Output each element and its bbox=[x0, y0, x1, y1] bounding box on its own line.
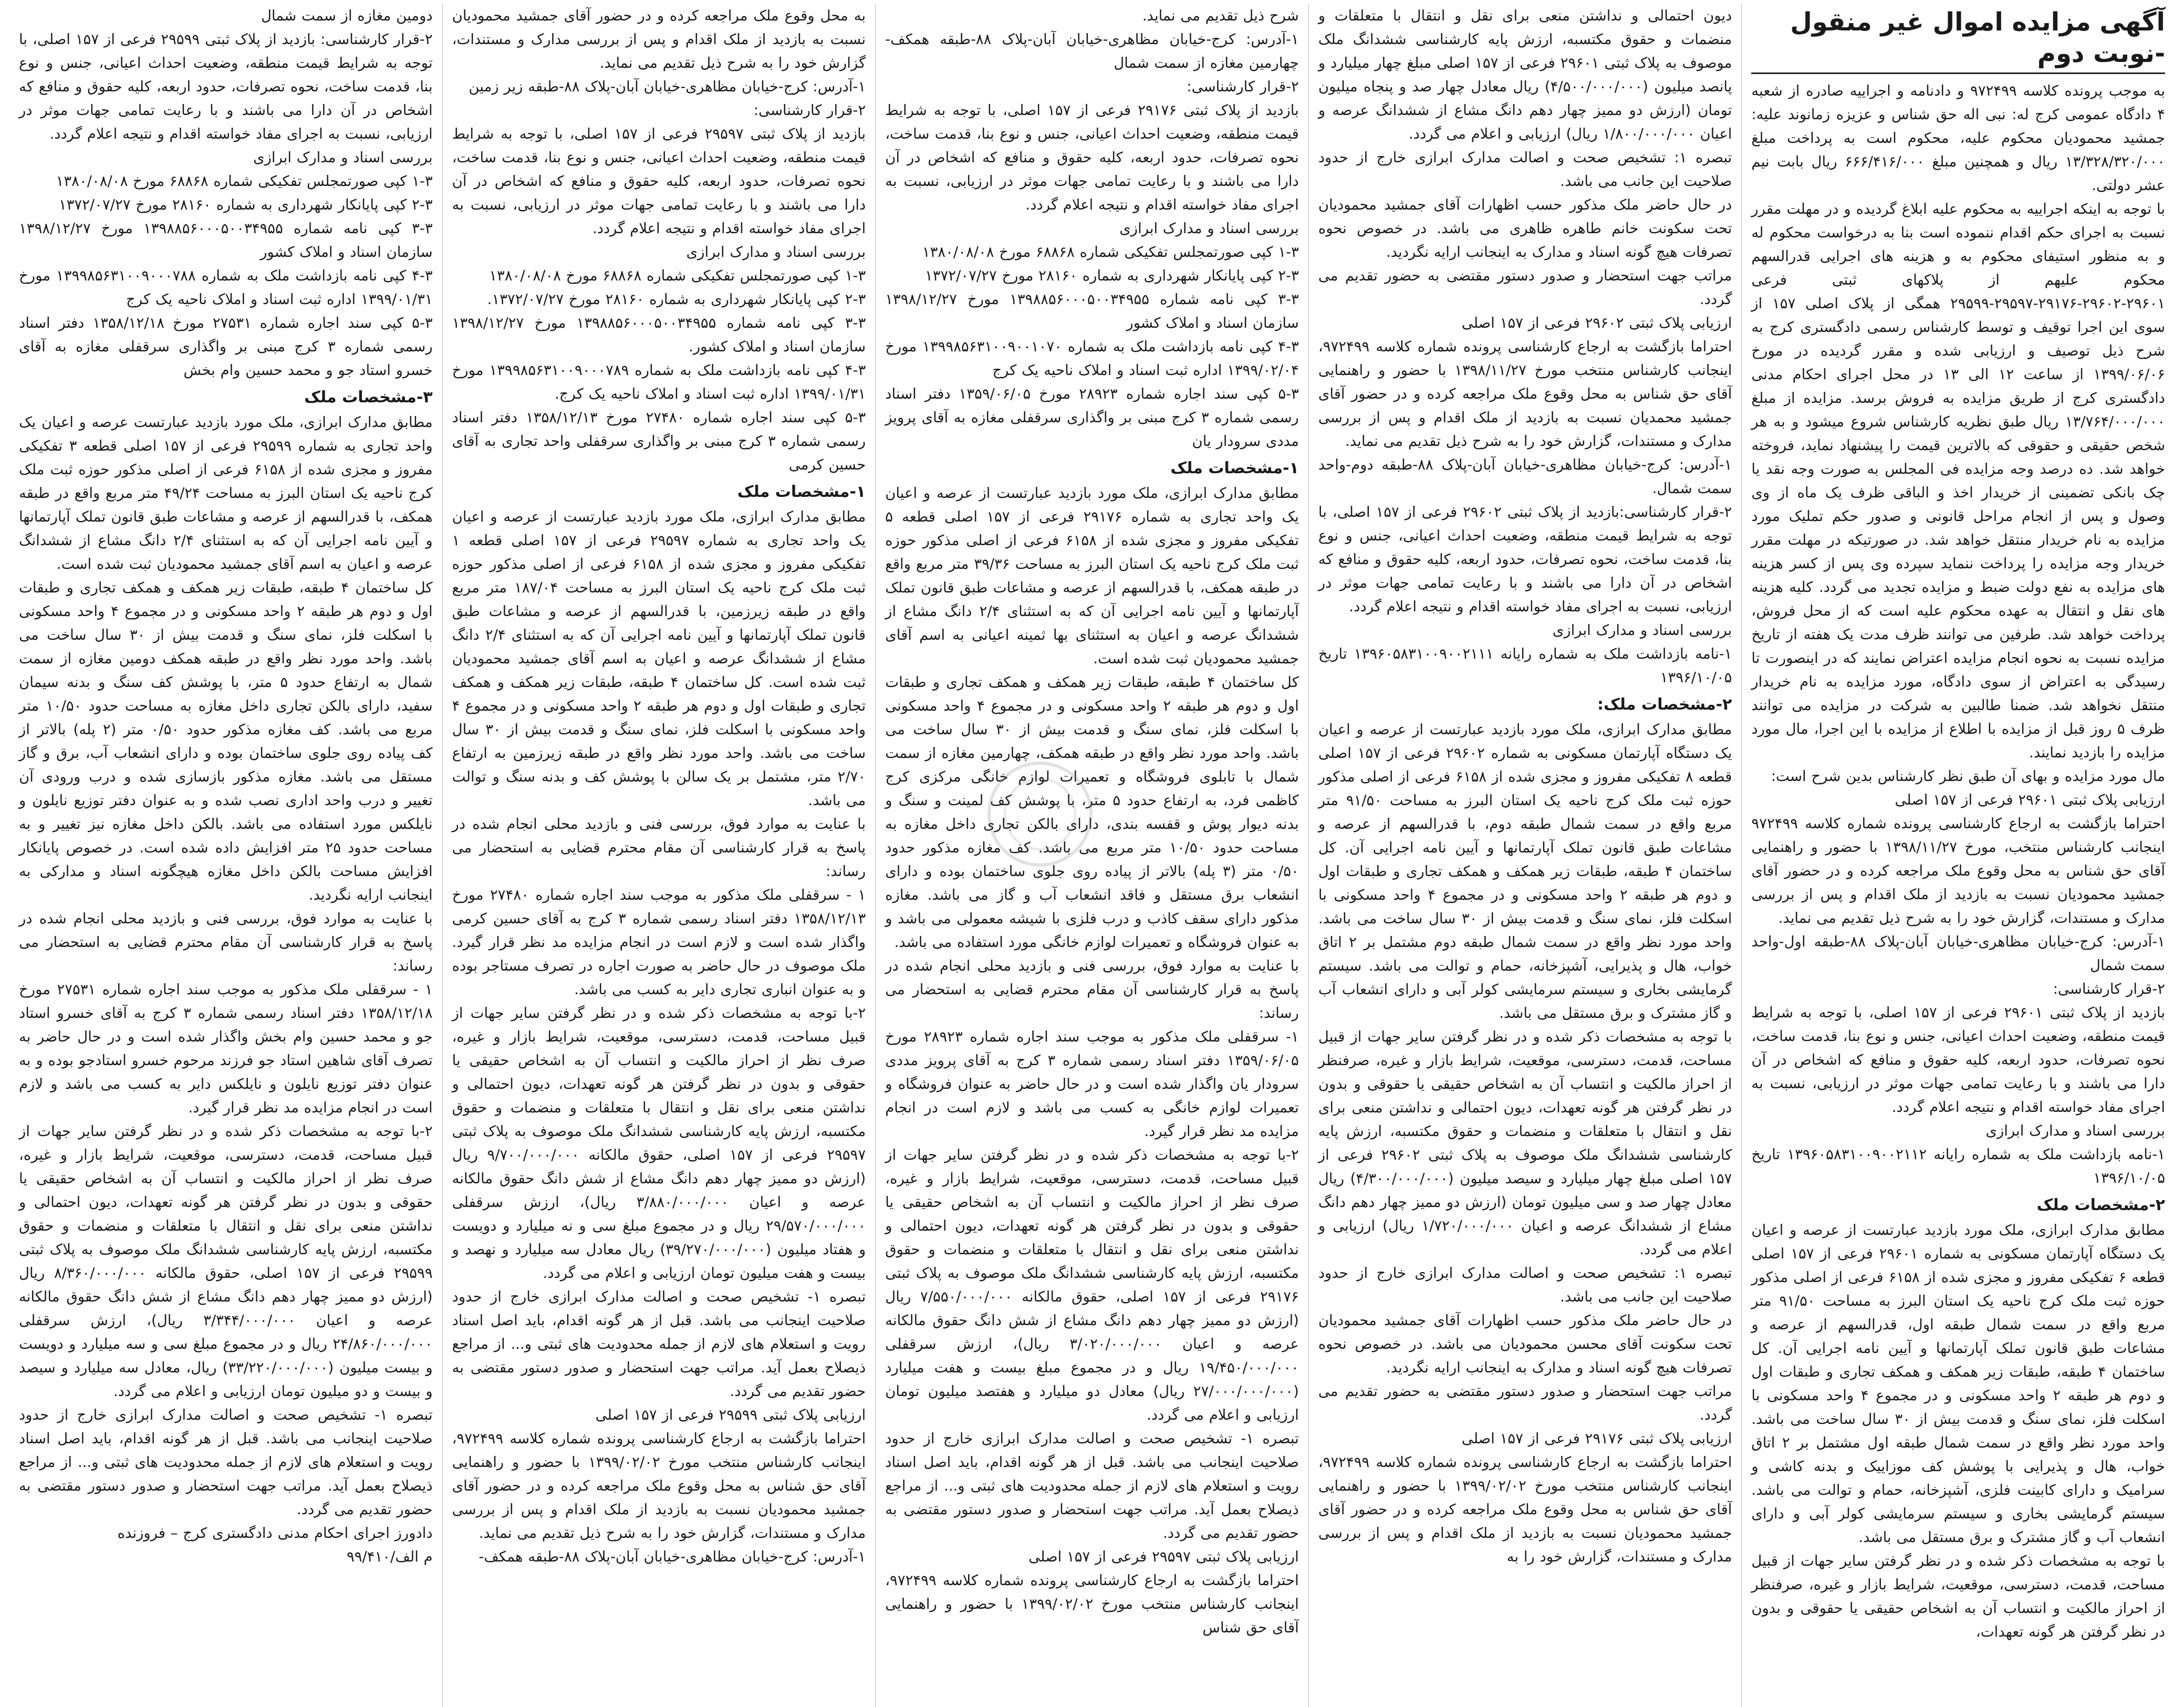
paragraph: ارزیابی پلاک ثبتی ۲۹۶۰۲ فرعی از ۱۵۷ اصلی bbox=[1461, 315, 1732, 331]
paragraph: احتراما بازگشت به ارجاع کارشناسی پرونده شماره کلاسه ۹۷۲۴۹۹، اینجانب کارشناس منتخب مورخ ۱۳۹۸/۱۱/۲۷ با حضور و راهنمایی آقای حق شناس به محل وقوع ملک مراجعه کرده و در حضور آقای جمشید محمدیان نسبت به بازدید از ملک اقدام و پس از بررسی مدارک و مستندات، گزارش خود را به شرح ذیل تقدیم می نماید. bbox=[1318, 338, 1732, 450]
paragraph: ۱ - سرقفلی ملک مذکور به موجب سند اجاره شماره ۲۷۴۸۰ مورخ ۱۳۵۸/۱۲/۱۳ دفتر اسناد رسمی شماره ۳ کرج به آقای حسین کرمی واگذار شده است و لازم است در انجام مزایده مد نظر قرار گیرد. ملک موصوف در حال حاضر به صورت اجاره در تصرف مستاجر بوده و به عنوان انباری تجاری دایر به کسب می باشد. bbox=[452, 887, 866, 998]
paragraph: احتراما بازگشت به ارجاع کارشناسی پرونده شماره کلاسه ۹۷۲۴۹۹، اینجانب کارشناس منتخب مورخ ۱۳۹۹/۰۲/۰۲ با حضور و راهنمایی آقای حق شناس به محل وقوع ملک مراجعه کرده و در حضور آقای جمشید محمودیان نسبت به بازدید از ملک اقدام و پس از بررسی مدارک و مستندات، گزارش خود را به bbox=[1318, 1454, 1732, 1565]
paragraph: ۲-قرار کارشناسی: bbox=[1187, 78, 1299, 95]
paragraph: ۲-قرار کارشناسی: bbox=[753, 102, 866, 119]
paragraph: احتراما بازگشت به ارجاع کارشناسی پرونده شماره کلاسه ۹۷۲۴۹۹، اینجانب کارشناس منتخب مورخ ۱۳۹۹/۰۲/۰۲ با حضور و راهنمایی آقای حق شناس به محل وقوع ملک مراجعه کرده و در حضور آقای جمشید محمودیان نسبت به بازدید از ملک اقدام و پس از بررسی مدارک و مستندات، گزارش خود را به شرح ذیل تقدیم می نماید. bbox=[452, 1430, 866, 1542]
paragraph: ۴-۳ کپی نامه بازداشت ملک به شماره ۱۳۹۹۸۵۶۳۱۰۰۹۰۰۰۷۸۹ مورخ ۱۳۹۹/۰۱/۳۱ اداره ثبت اسناد و املاک ناحیه یک کرج. bbox=[452, 362, 866, 402]
paragraph: شرح ذیل تقدیم می نماید. bbox=[1142, 7, 1299, 24]
paragraph: در حال حاضر ملک مذکور حسب اظهارات آقای جمشید محمودیان تحت سکونت آقای محسن محمودیان می باشد. در خصوص نحوه تصرفات هیچ گونه اسناد و مدارک به اینجانب ارایه نگردید. bbox=[1318, 1312, 1732, 1376]
paragraph: ۱-نامه بازداشت ملک به شماره رایانه ۱۳۹۶۰۵۸۳۱۰۰۹۰۰۲۱۱۲ تاریخ ۱۳۹۶/۱۰/۰۵ bbox=[1751, 1146, 2166, 1186]
paragraph: ۱-آدرس: کرج-خیابان مظاهری-خیابان آبان-پلاک ۸۸-طبقه زیر زمین bbox=[469, 78, 866, 95]
paragraph: با توجه به مشخصات ذکر شده و در نظر گرفتن سایر جهات از قبیل مساحت، قدمت، دسترسی، موقعیت، شرایط بازار و غیره، صرفنظر از احراز مالکیت و انتساب آن به اشخاص حقیقی یا حقوقی و بدون در نظر گرفتن هر گونه تعهدات، bbox=[1751, 1553, 2165, 1640]
paragraph: ۴-۳ کپی نامه بازداشت ملک به شماره ۱۳۹۹۸۵۶۳۱۰۰۹۰۰۰۷۸۸ مورخ ۱۳۹۹/۰۱/۳۱ اداره ثبت اسناد و املاک ناحیه یک کرج bbox=[19, 267, 433, 308]
paragraph: دیون احتمالی و نداشتن منعی برای نقل و انتقال با متعلقات و منضمات و حقوق مکتسبه، ارزش پایه کارشناسی ششدانگ ملک موصوف به پلاک ثبتی ۲۹۶۰۱ فرعی از ۱۵۷ اصلی مبلغ چهار میلیارد و پانصد میلیون (۴/۵۰۰/۰۰۰/۰۰۰) ریال معادل چهار صد و پنجاه میلیون تومان (ارزش دو ممیز چهار دهم دانگ مشاع از ششدانگ عرصه و اعیان ۱/۸۰۰/۰۰۰/۰۰۰ ریال) ارزیابی و اعلام می گردد. bbox=[1318, 7, 1732, 142]
paragraph: به موجب پرونده کلاسه ۹۷۲۴۹۹ و دادنامه و اجراییه صادره از شعبه ۴ دادگاه عمومی کرج له: نبی اله حق شناس و عزیزه زمانوند علیه: جمشید محمودیان محکوم علیه، محکوم است به پرداخت مبلغ ۱۳/۳۲۸/۳۲۰/۰۰۰ ریال و همچنین مبلغ ۶۶۶/۴۱۶/۰۰۰ ریال بابت نیم عشر دولتی. bbox=[1751, 82, 2165, 194]
paragraph: ۲-قرار کارشناسی:بازدید از پلاک ثبتی ۲۹۶۰۲ فرعی از ۱۵۷ اصلی، با توجه به شرایط قیمت منطقه، وضعیت احداث اعیانی، جنس و نوع بنا، قدمت ساخت، نحوه تصرفات، حدود اربعه، کلیه حقوق و منافع که اشخاص در آن دارا می باشند و با رعایت تمامی جهات موثر در ارزیابی، نسبت به اجرای مفاد خواسته اقدام و نتیجه اعلام گردد. bbox=[1318, 504, 1732, 615]
paragraph: به محل وقوع ملک مراجعه کرده و در حضور آقای جمشید محمودیان نسبت به بازدید از ملک اقدام و پس از بررسی مدارک و مستندات، گزارش خود را به شرح ذیل تقدیم می نماید. bbox=[452, 7, 866, 71]
paragraph: ۲-با توجه به مشخصات ذکر شده و در نظر گرفتن سایر جهات از قبیل مساحت، قدمت، دسترسی، موقعیت، شرایط بازار و غیره، صرف نظر از احراز مالکیت و انتساب آن به اشخاص حقیقی یا حقوقی و بدون در نظر گرفتن هر گونه تعهدات، دیون احتمالی و نداشتن منعی برای نقل و انتقال با متعلقات و منضمات و حقوق مکتسبه، ارزش پایه کارشناسی ششدانگ ملک موصوف به پلاک ثبتی ۲۹۵۹۹ فرعی از ۱۵۷ اصلی، حقوق مالکانه ۸/۳۶۰/۰۰۰/۰۰۰ ریال (ارزش دو ممیز چهار دهم دانگ مشاع از شش دانگ حقوق مالکانه عرصه و اعیان ۳/۳۴۴/۰۰۰/۰۰۰ ریال)، ارزش سرقفلی ۲۴/۸۶۰/۰۰۰/۰۰۰ ریال و در مجموع مبلغ سی و سه میلیارد و دویست و بیست میلیون (۳۳/۲۲۰/۰۰۰/۰۰۰) ریال، معادل سه میلیارد و سیصد و بیست و دو میلیون تومان ارزیابی و اعلام می گردد. bbox=[19, 1123, 433, 1400]
paragraph: با عنایت به موارد فوق، بررسی فنی و بازدید محلی انجام شده در پاسخ به قرار کارشناسی آن مقام محترم قضایی به استحضار می رساند: bbox=[885, 957, 1299, 1022]
paragraph: با عنایت به موارد فوق، بررسی فنی و بازدید محلی انجام شده در پاسخ به قرار کارشناسی آن مقام محترم قضایی به استحضار می رساند: bbox=[452, 816, 866, 880]
paragraph: مطابق مدارک ابرازی، ملک مورد بازدید عبارتست از عرصه و اعیان یک دستگاه آپارتمان مسکونی به شماره ۲۹۶۰۱ فرعی از ۱۵۷ اصلی قطعه ۶ تفکیکی مفروز و مجزی شده از ۶۱۵۸ فرعی از اصلی مذکور حوزه ثبت ملک کرج ناحیه یک استان البرز به مساحت ۹۱/۵۰ متر مربع واقع در سمت شمال طبقه اول، قدرالسهم از عرصه و مشاعات طبق قانون تملک آپارتمانها و آیین نامه اجرایی آن. کل ساختمان ۴ طبقه، طبقات زیر همکف و همکف تجاری و طبقات اول و دوم هر طبقه ۲ واحد مسکونی و در مجموع ۴ واحد مسکونی با اسکلت فلز، نمای سنگ و قدمت بیش از ۳۰ سال ساخت می باشد. واحد مورد نظر واقع در سمت شمال طبقه اول مشتمل بر ۲ اتاق خواب، هال و پذیرایی با پوشش کف موزاییک و بدنه کاشی و سرامیک و دارای کابینت فلزی، آشپزخانه، حمام و توالت می باشد. سیستم گرمایشی بخاری و سیستم سرمایشی کولر آبی و دارای انشعاب آب و گاز مشترک و برق مستقل می باشد. bbox=[1751, 1222, 2166, 1546]
paragraph: بررسی اسناد و مدارک ابرازی bbox=[686, 244, 866, 261]
paragraph: دومین مغازه از سمت شمال bbox=[261, 7, 433, 24]
paragraph: ۵-۳ کپی سند اجاره شماره ۲۸۹۲۳ مورخ ۱۳۵۹/۰۶/۰۵ دفتر اسناد رسمی شماره ۳ کرج مبنی بر واگذاری سرقفلی مغازه به آقای پرویز مددی سرودار یان bbox=[885, 386, 1299, 450]
paragraph: ارزیابی پلاک ثبتی ۲۹۵۹۷ فرعی از ۱۵۷ اصلی bbox=[1028, 1548, 1299, 1565]
paragraph: بازدید از پلاک ثبتی ۲۹۱۷۶ فرعی از ۱۵۷ اصلی، با توجه به شرایط قیمت منطقه، وضعیت احداث اعیانی، جنس و نوع بنا، قدمت ساخت، نحوه تصرفات، حدود اربعه، کلیه حقوق و منافع که اشخاص در آن دارا می باشند و با رعایت تمامی جهات موثر در ارزیابی، نسبت به اجرای مفاد خواسته اقدام و نتیجه اعلام گردد. bbox=[885, 102, 1299, 213]
paragraph: با توجه به اینکه اجراییه به محکوم علیه ابلاغ گردیده و در مهلت مقرر نسبت به اجرای حکم اقدام ننموده است بنا به درخواست محکوم له و به منظور استیفای محکوم به و هزینه های اجرایی قدرالسهم محکوم علیهم از پلاکهای ثبتی فرعی ۲۹۶۰۱-۲۹۶۰۲-۲۹۱۷۶-۲۹۵۹۷-۲۹۵۹۹ همگی از پلاک اصلی ۱۵۷ از سوی این اجرا توقیف و توسط کارشناس رسمی دادگستری کرج به شرح ذیل توصیف و ارزیابی شده و مقرر گردیده در مورخ ۱۳۹۹/۰۶/۰۶ از ساعت ۱۲ الی ۱۳ در محل اجرای احکام مدنی دادگستری کرج از طریق مزایده به فروش برسد. مزایده از مبلغ ۱۳/۷۶۴/۰۰۰/۰۰۰ ریال طبق نظریه کارشناس شروع میشود و به هر شخص حقیقی و حقوقی که بالاترین قیمت را پیشنهاد نماید، فروخته خواهد شد. ده درصد وجه مزایده فی المجلس به صورت وجه نقد یا چک بانکی تضمینی از خریدار اخذ و الباقی ظرف یک ماه از وی وصول و پس از انجام مراحل قانونی و صدور حکم تملیک مورد مزایده به نام خریدار منتقل خواهد شد. در صورتیکه در مهلت مقرر خریدار وجه مزایده را پرداخت ننماید سپرده وی پس از کسر هزینه های مزایده به نفع دولت ضبط و مزایده تجدید می گردد. کلیه هزینه های نقل و انتقال به عهده محکوم علیه است که از محل فروش، پرداخت خواهد شد. طرفین می توانند ظرف مدت یک هفته از تاریخ مزایده نسبت به نحوه انجام مزایده اعتراض نمایند که در اینصورت تا رسیدگی به اعتراض از سوی دادگاه، مورد مزایده به نام خریدار منتقل نخواهد شد. ضمنا طالبین به شرکت در مزایده می توانند ظرف ۵ روز قبل از مزایده با اطلاع از مزایده با این اجرا، مال مورد مزایده را بازدید نمایند. bbox=[1751, 201, 2165, 761]
paragraph: تبصره ۱- تشخیص صحت و اصالت مدارک ابرازی خارج از حدود صلاحیت اینجانب می باشد. قبل از هر گونه اقدام، باید اصل اسناد رویت و استعلام های لازم از جمله محدودیت های ثبتی و... از مراجع ذیصلاح بعمل آید. مراتب جهت استحضار و صدور دستور مقتضی به حضور تقدیم می گردد. bbox=[885, 1430, 1299, 1542]
paragraph: تبصره ۱- تشخیص صحت و اصالت مدارک ابرازی خارج از حدود صلاحیت اینجانب می باشد. قبل از هر گونه اقدام، باید اصل اسناد رویت و استعلام های لازم از جمله محدودیت های ثبتی و... از مراجع ذیصلاح بعمل آید. مراتب جهت استحضار و صدور دستور مقتضی به حضور تقدیم می گردد. bbox=[452, 1288, 866, 1400]
paragraph: تبصره ۱: تشخیص صحت و اصالت مدارک ابرازی خارج از حدود صلاحیت این جانب می باشد. bbox=[1318, 149, 1732, 190]
paragraph: ۱-۳ کپی صورتمجلس تفکیکی شماره ۶۸۸۶۸ مورخ ۱۳۸۰/۰۸/۰۸ bbox=[922, 244, 1299, 261]
paragraph: ۲-با توجه به مشخصات ذکر شده و در نظر گرفتن سایر جهات از قبیل مساحت، قدمت، دسترسی، موقعیت، شرایط بازار و غیره، صرف نظر از احراز مالکیت و انتساب آن به اشخاص حقیقی یا حقوقی و بدون در نظر گرفتن هر گونه تعهدات، دیون احتمالی و نداشتن منعی برای نقل و انتقال با متعلقات و منضمات و حقوق مکتسبه، ارزش پایه کارشناسی ششدانگ ملک موصوف به پلاک ثبتی ۲۹۵۹۷ فرعی از ۱۵۷ اصلی، حقوق مالکانه ۹/۷۰۰/۰۰۰/۰۰۰ ریال (ارزش دو ممیز چهار دهم دانگ مشاع از شش دانگ حقوق مالکانه عرصه و اعیان ۳/۸۸۰/۰۰۰/۰۰۰ ریال)، ارزش سرقفلی ۲۹/۵۷۰/۰۰۰/۰۰۰ ریال و در مجموع مبلغ سی و نه میلیارد و دویست و هفتاد میلیون (۳۹/۲۷۰/۰۰۰/۰۰۰) ریال معادل سه میلیارد و نهصد و بیست و هفت میلیون تومان ارزیابی و اعلام می گردد. bbox=[452, 1005, 866, 1282]
paragraph: بررسی اسناد و مدارک ابرازی bbox=[253, 149, 433, 166]
paragraph: مطابق مدارک ابرازی، ملک مورد بازدید عبارتست از عرصه و اعیان یک واحد تجاری به شماره ۲۹۱۷۶ فرعی از ۱۵۷ اصلی قطعه ۵ تفکیکی مفروز و مجزی شده از ۶۱۵۸ فرعی از اصلی مذکور حوزه ثبت ملک کرج ناحیه یک استان البرز به مساحت ۳۹/۳۶ متر مربع واقع در طبقه همکف، با قدرالسهم از عرصه و مشاعات طبق قانون تملک آپارتمانها و آیین نامه اجرایی آن که به استثنای ۲/۴ دانگ مشاع از ششدانگ عرصه و اعیان به استثنای بها ثمینه اعیانی به اسم آقای جمشید محمودیان ثبت شده است. bbox=[885, 485, 1299, 667]
paragraph: ۲-۳ کپی پایانکار شهرداری به شماره ۲۸۱۶۰ مورخ ۱۳۷۲/۰۷/۲۷ bbox=[58, 196, 433, 213]
paragraph: ۲-۳ کپی پایانکار شهرداری به شماره ۲۸۱۶۰ مورخ ۱۳۷۲/۰۷/۲۷. bbox=[487, 291, 866, 308]
paragraph: احتراما بازگشت به ارجاع کارشناسی پرونده شماره کلاسه ۹۷۲۴۹۹، اینجانب کارشناس منتخب مورخ ۱۳۹۹/۰۲/۰۲ با حضور و راهنمایی آقای حق شناس bbox=[885, 1572, 1299, 1636]
paragraph: مراتب جهت استحضار و صدور دستور مقتضی به حضور تقدیم می گردد. bbox=[1318, 1383, 1732, 1423]
column-5 bbox=[9, 4, 443, 1707]
paragraph: ۱ - سرقفلی ملک مذکور به موجب سند اجاره شماره ۲۷۵۳۱ مورخ ۱۳۵۸/۱۲/۱۸ دفتر اسناد رسمی شماره ۳ کرج به آقای خسرو استاد جو و محمد حسین وام بخش واگذار شده است و در حال حاضر به تصرف آقای شاهین استاد جو فرزند مرحوم خسرو استادجو بوده و به عنوان دفتر توزیع نایلون و نایلکس دایر به کسب می باشد و لازم است در انجام مزایده مد نظر قرار گیرد. bbox=[19, 981, 433, 1116]
column-2 bbox=[1309, 4, 1742, 1707]
paragraph: ۵-۳ کپی سند اجاره شماره ۲۷۴۸۰ مورخ ۱۳۵۸/۱۲/۱۳ دفتر اسناد رسمی شماره ۳ کرج مبنی بر واگذاری سرقفلی واحد تجاری به آقای حسین کرمی bbox=[452, 409, 866, 473]
paragraph: با توجه به مشخصات ذکر شده و در نظر گرفتن سایر جهات از قبیل مساحت، قدمت، دسترسی، موقعیت، شرایط بازار و غیره، صرفنظر از احراز مالکیت و انتساب آن به اشخاص حقیقی یا حقوقی و بدون در نظر گرفتن هر گونه تعهدات، دیون احتمالی و نداشتن منعی برای نقل و انتقال با متعلقات و منضمات و حقوق مکتسبه، ارزش پایه کارشناسی ششدانگ ملک موصوف به پلاک ثبتی ۲۹۶۰۲ فرعی از ۱۵۷ اصلی مبلغ چهار میلیارد و سیصد میلیون (۴/۳۰۰/۰۰۰/۰۰۰) ریال معادل چهار صد و سی میلیون تومان (ارزش دو ممیز چهار دهم دانگ مشاع از ششدانگ عرصه و اعیان ۱/۷۲۰/۰۰۰/۰۰۰ ریال) ارزیابی و اعلام می گردد. bbox=[1318, 1028, 1732, 1258]
paragraph: ارزیابی پلاک ثبتی ۲۹۱۷۶ فرعی از ۱۵۷ اصلی bbox=[1461, 1430, 1732, 1447]
paragraph: مطابق مدارک ابرازی، ملک مورد بازدید عبارتست از عرصه و اعیان یک واحد تجاری به شماره ۲۹۵۹۷ فرعی از ۱۵۷ اصلی قطعه ۱ تفکیکی مفروز و مجزی شده از ۶۱۵۸ فرعی از اصلی مذکور حوزه ثبت ملک کرج ناحیه یک استان البرز به مساحت ۱۸۷/۰۴ متر مربع واقع در طبقه زیرزمین، با قدرالسهم از عرصه و مشاعات طبق قانون تملک آپارتمانها و آیین نامه اجرایی آن که به استثنای ۲/۴ دانگ مشاع از ششدانگ عرصه و اعیان به اسم آقای جمشید محمودیان ثبت شده است. کل ساختمان ۴ طبقه، طبقات زیر همکف و همکف تجاری و طبقات اول و دوم هر طبقه ۲ واحد مسکونی و در مجموع ۴ واحد مسکونی با اسکلت فلز، نمای سنگ و قدمت بیش از ۳۰ سال ساخت می باشد. واحد مورد نظر واقع در طبقه زیرزمین به ارتفاع ۲/۷۰ متر، مشتمل بر یک سالن با پوشش کف و بدنه سنگ و توالت می باشد. bbox=[452, 508, 866, 809]
paragraph: مطابق مدارک ابرازی، ملک مورد بازدید عبارتست عرصه و اعیان یک واحد تجاری به شماره ۲۹۵۹۹ فرعی از ۱۵۷ اصلی قطعه ۳ تفکیکی مفروز و مجزی شده از ۶۱۵۸ فرعی از اصلی مذکور حوزه ثبت ملک کرج ناحیه یک استان البرز به مساحت ۴۹/۲۴ متر مربع واقع در طبقه همکف، با قدرالسهم از عرصه و مشاعات طبق قانون تملک آپارتمانها و آیین نامه اجرایی آن که به استثنای ۲/۴ دانگ مشاع از ششدانگ عرصه و اعیان به اسم آقای جمشید محمودیان ثبت شده است. bbox=[19, 414, 433, 573]
paragraph: مراتب جهت استحضار و صدور دستور مقتضی به حضور تقدیم می گردد. bbox=[1318, 267, 1732, 308]
paragraph: ۱-۳ کپی صورتمجلس تفکیکی شماره ۶۸۸۶۸ مورخ ۱۳۸۰/۰۸/۰۸ bbox=[56, 173, 433, 190]
paragraph: ۱-آدرس: کرج-خیابان مظاهری-خیابان آبان-پلاک ۸۸-طبقه دوم-واحد سمت شمال. bbox=[1318, 456, 1732, 497]
paragraph: مال مورد مزایده و بهای آن طبق نظر کارشناس بدین شرح است: bbox=[1771, 768, 2165, 785]
paragraph: بازدید از پلاک ثبتی ۲۹۶۰۱ فرعی از ۱۵۷ اصلی، با توجه به شرایط قیمت منطقه، وضعیت احداث اعیانی، جنس و نوع بنا، قدمت ساخت، نحوه تصرفات، حدود اربعه، کلیه حقوق و منافع که اشخاص در آن دارا می باشند و با رعایت تمامی جهات موثر در ارزیابی، نسبت به اجرای مفاد خواسته اقدام و نتیجه اعلام گردد. bbox=[1751, 1004, 2165, 1116]
section-heading: ۲-مشخصات ملک bbox=[2036, 1196, 2165, 1214]
column-4 bbox=[443, 4, 876, 1707]
paragraph: ۱-۳ کپی صورتمجلس تفکیکی شماره ۶۸۸۶۸ مورخ ۱۳۸۰/۰۸/۰۸ bbox=[489, 267, 866, 284]
paragraph: بازدید از پلاک ثبتی ۲۹۵۹۷ فرعی از ۱۵۷ اصلی، با توجه به شرایط قیمت منطقه، وضعیت احداث اعیانی، جنس و نوع بنا، قدمت ساخت، نحوه تصرفات، حدود اربعه، کلیه حقوق و منافع که اشخاص در آن دارا می باشند و با رعایت تمامی جهات موثر در ارزیابی، نسبت به اجرای مفاد خواسته اقدام و نتیجه اعلام گردد. bbox=[452, 126, 866, 237]
paragraph: ۲-قرار کارشناسی: بازدید از پلاک ثبتی ۲۹۵۹۹ فرعی از ۱۵۷ اصلی، با توجه به شرایط قیمت منطقه، وضعیت احداث اعیانی، جنس و نوع بنا، قدمت ساخت، نحوه تصرفات، حدود اربعه، کلیه حقوق و منافع که اشخاص در آن دارا می باشند و با رعایت تمامی جهات موثر در ارزیابی، نسبت به اجرای مفاد خواسته اقدام و نتیجه اعلام گردد. bbox=[19, 31, 433, 142]
page-title: آگهی مزایده اموال غیر منقول -نوبت دوم bbox=[1751, 4, 2165, 74]
paragraph: کل ساختمان ۴ طبقه، طبقات زیر همکف و همکف تجاری و طبقات اول و دوم هر طبقه ۲ واحد مسکونی و در مجموع ۴ واحد مسکونی با اسکلت فلز، نمای سنگ و قدمت بیش از ۳۰ سال ساخت می باشد. واحد مورد نظر واقع در طبقه همکف دومین مغازه از سمت شمال به ارتفاع حدود ۵ متر، با پوشش کف سنگ و بدنه سیمان سفید، دارای بالکن تجاری داخل مغازه به مساحت حدود ۱۰/۵۰ متر مربع می باشد. کف مغازه مذکور حدود ۰/۵۰ متر (۲ پله) بالاتر از کف پیاده روی جلوی ساختمان بوده و دارای انشعاب آب، برق و گاز مستقل می باشد. مغازه مذکور بازسازی شده و درب ورودی آن تغییر و درب واحد اداری نصب شده و به عنوان دفتر توزیع نایلون و نایلکس مورد استفاده می باشد. بالکن داخل مغازه نیز تغییر و به مساحت حدود ۲۵ متر افزایش داده شده است. در خصوص پایانکار افزایش مساحت بالکن داخل مغازه هیچگونه اسناد و مدارکی به اینجانب ارایه نگردید. bbox=[19, 579, 433, 903]
section-heading: ۳-مشخصات ملک bbox=[304, 388, 433, 407]
section-heading: ۲-مشخصات ملک: bbox=[1597, 695, 1732, 714]
section-heading: ۱-مشخصات ملک bbox=[1170, 459, 1299, 477]
paragraph: ارزیابی پلاک ثبتی ۲۹۶۰۱ فرعی از ۱۵۷ اصلی bbox=[1895, 792, 2165, 808]
column-3 bbox=[876, 4, 1309, 1707]
paragraph: ۲-۳ کپی پایانکار شهرداری به شماره ۲۸۱۶۰ مورخ ۱۳۷۲/۰۷/۲۷ bbox=[925, 267, 1299, 284]
paragraph: ۵-۳ کپی سند اجاره شماره ۲۷۵۳۱ مورخ ۱۳۵۸/۱۲/۱۸ دفتر اسناد رسمی شماره ۳ کرج مبنی بر واگذاری سرقفلی مغازه به آقای خسرو استاد جو و محمد حسین وام بخش bbox=[19, 315, 433, 379]
paragraph: ۱-آدرس: کرج-خیابان مظاهری-خیابان آبان-پلاک ۸۸-طبقه همکف- bbox=[479, 1548, 866, 1565]
paragraph: دادورز اجرای احکام مدنی دادگستری کرج – فروزنده bbox=[117, 1525, 433, 1542]
paragraph: در حال حاضر ملک مذکور حسب اظهارات آقای جمشید محمودیان تحت سکونت خانم طاهره ظاهری می باشد. در خصوص نحوه تصرفات هیچ گونه اسناد و مدارک به اینجانب ارایه نگردید. bbox=[1318, 196, 1732, 261]
paragraph: ۱-نامه بازداشت ملک به شماره رایانه ۱۳۹۶۰۵۸۳۱۰۰۹۰۰۲۱۱۱ تاریخ ۱۳۹۶/۱۰/۰۵ bbox=[1318, 646, 1732, 686]
paragraph: بررسی اسناد و مدارک ابرازی bbox=[1119, 220, 1299, 237]
paragraph: ۱-آدرس: کرج-خیابان مظاهری-خیابان آبان-پلاک ۸۸-طبقه همکف-چهارمین مغازه از سمت شمال bbox=[885, 31, 1299, 71]
paragraph: تبصره ۱: تشخیص صحت و اصالت مدارک ابرازی خارج از حدود صلاحیت این جانب می باشد. bbox=[1318, 1265, 1732, 1305]
paragraph: ۴-۳ کپی نامه بازداشت ملک به شماره ۱۳۹۹۸۵۶۳۱۰۰۹۰۰۱۰۷۰ مورخ ۱۳۹۹/۰۲/۰۴ اداره ثبت اسناد و املاک ناحیه یک کرج bbox=[885, 338, 1299, 379]
paragraph: احتراما بازگشت به ارجاع کارشناسی پرونده شماره کلاسه ۹۷۲۴۹۹ اینجانب کارشناس منتخب، مورخ ۱۳۹۸/۱۱/۲۷ با حضور و راهنمایی آقای حق شناس به محل وقوع ملک مراجعه کرده و در حضور آقای جمشید محمودیان نسبت به بازدید از ملک اقدام و پس از بررسی مدارک و مستندات، گزارش خود را به شرح ذیل تقدیم می نماید. bbox=[1751, 815, 2166, 927]
paragraph: ۳-۳ کپی نامه شماره ۱۳۹۸۸۵۶۰۰۰۵۰۰۳۴۹۵۵ مورخ ۱۳۹۸/۱۲/۲۷ سازمان اسناد و املاک کشور. bbox=[452, 315, 866, 355]
paragraph: با عنایت به موارد فوق، بررسی فنی و بازدید محلی انجام شده در پاسخ به قرار کارشناسی آن مقام محترم قضایی به استحضار می رساند: bbox=[19, 910, 433, 974]
paragraph: بررسی اسناد و مدارک ابرازی bbox=[1985, 1122, 2165, 1139]
paragraph: بررسی اسناد و مدارک ابرازی bbox=[1552, 622, 1732, 639]
paragraph: ۲-با توجه به مشخصات ذکر شده و در نظر گرفتن سایر جهات از قبیل مساحت، قدمت، دسترسی، موقعیت، شرایط بازار و غیره، صرف نظر از احراز مالکیت و انتساب آن به اشخاص حقیقی یا حقوقی و بدون در نظر گرفتن هر گونه تعهدات، دیون احتمالی و نداشتن منعی برای نقل و انتقال با متعلقات و منضمات و حقوق مکتسبه، ارزش پایه کارشناسی ششدانگ ملک موصوف به پلاک ثبتی ۲۹۱۷۶ فرعی از ۱۵۷ اصلی، حقوق مالکانه ۷/۵۵۰/۰۰۰/۰۰۰ ریال (ارزش دو ممیز چهار دهم دانگ مشاع از شش دانگ حقوق مالکانه عرصه و اعیان ۳/۰۲۰/۰۰۰/۰۰۰ ریال)، ارزش سرقفلی ۱۹/۴۵۰/۰۰۰/۰۰۰ ریال و در مجموع مبلغ بیست و هفت میلیارد (۲۷/۰۰۰/۰۰۰/۰۰۰ ریال) معادل دو میلیارد و هفتصد میلیون تومان ارزیابی و اعلام می گردد. bbox=[885, 1147, 1299, 1423]
paragraph: کل ساختمان ۴ طبقه، طبقات زیر همکف و همکف تجاری و طبقات اول و دوم هر طبقه ۲ واحد مسکونی و در مجموع ۴ واحد مسکونی با اسکلت فلز، نمای سنگ و قدمت بیش از ۳۰ سال ساخت می باشد. واحد مورد نظر واقع در طبقه همکف، چهارمین مغازه از سمت شمال با تابلوی فروشگاه و تعمیرات لوازم خانگی مرکزی کرج کاظمی فرد، به ارتفاع حدود ۵ متر، با پوشش کف لمینت و سنگ و بدنه دیوار پوش و قفسه بندی، دارای بالکن تجاری داخل مغازه به مساحت حدود ۱۰/۵۰ متر مربع می باشد. کف مغازه مذکور حدود ۰/۵۰ متر (۳ پله) بالاتر از پیاده روی جلوی ساختمان بوده و دارای انشعاب برق مستقل و فاقد انشعاب آب و گاز می باشد. مغازه مذکور دارای سقف کاذب و درب فلزی با شیشه معمولی می باشد و به عنوان فروشگاه و تعمیرات لوازم خانگی مورد استفاده می باشد. bbox=[885, 674, 1299, 951]
section-heading: ۱-مشخصات ملک bbox=[737, 483, 866, 501]
paragraph: ۳-۳ کپی نامه شماره ۱۳۹۸۸۵۶۰۰۰۵۰۰۳۴۹۵۵ مورخ ۱۳۹۸/۱۲/۲۷ سازمان اسناد و املاک کشور bbox=[19, 220, 433, 261]
paragraph: تبصره ۱- تشخیص صحت و اصالت مدارک ابرازی خارج از حدود صلاحیت اینجانب می باشد. قبل از هر گونه اقدام، باید اصل اسناد رویت و استعلام های لازم از جمله محدودیت های ثبتی و... از مراجع ذیصلاح بعمل آید. مراتب جهت استحضار و صدور دستور مقتضی به حضور تقدیم می گردد. bbox=[19, 1407, 433, 1518]
paragraph: ۱- سرقفلی ملک مذکور به موجب سند اجاره شماره ۲۸۹۲۳ مورخ ۱۳۵۹/۰۶/۰۵ دفتر اسناد رسمی شماره ۳ کرج به آقای پرویز مددی سرودار یان واگذار شده است و در حال حاضر به عنوان فروشگاه و تعمیرات لوازم خانگی به کسب می باشد و لازم است در انجام مزایده مد نظر قرار گیرد. bbox=[885, 1028, 1299, 1140]
paragraph: ۳-۳ کپی نامه شماره ۱۳۹۸۸۵۶۰۰۰۵۰۰۳۴۹۵۵ مورخ ۱۳۹۸/۱۲/۲۷ سازمان اسناد و املاک کشور bbox=[885, 291, 1299, 331]
column-1 bbox=[1742, 4, 2175, 1707]
paragraph: ۲-قرار کارشناسی: bbox=[2053, 981, 2165, 997]
paragraph: ارزیابی پلاک ثبتی ۲۹۵۹۹ فرعی از ۱۵۷ اصلی bbox=[595, 1407, 866, 1423]
paragraph: مطابق مدارک ابرازی، ملک مورد بازدید عبارتست از عرصه و اعیان یک دستگاه آپارتمان مسکونی به شماره ۲۹۶۰۲ فرعی از ۱۵۷ اصلی قطعه ۸ تفکیکی مفروز و مجزی شده از ۶۱۵۸ فرعی از اصلی مذکور حوزه ثبت ملک کرج ناحیه یک استان البرز به مساحت ۹۱/۵۰ متر مربع واقع در سمت شمال طبقه دوم، با قدرالسهم از عرصه و مشاعات طبق قانون تملک آپارتمانها و آیین نامه اجرایی آن. کل ساختمان ۴ طبقه، طبقات زیر همکف و همکف تجاری و طبقات اول و دوم هر طبقه ۲ واحد مسکونی و در مجموع ۴ واحد مسکونی با اسکلت فلز، نمای سنگ و قدمت بیش از ۳۰ سال ساخت می باشد. واحد مورد نظر واقع در سمت شمال طبقه دوم مشتمل بر ۲ اتاق خواب، هال و پذیرایی، آشپزخانه، حمام و توالت می باشد. سیستم گرمایشی بخاری و سیستم سرمایشی کولر آبی و دارای انشعاب آب و گاز مشترک و برق مستقل می باشد. bbox=[1318, 721, 1732, 1022]
paragraph: م الف/۹۹/۴۱۰ bbox=[346, 1548, 433, 1565]
paragraph: ۱-آدرس: کرج-خیابان مظاهری-خیابان آبان-پلاک ۸۸-طبقه اول-واحد سمت شمال bbox=[1751, 933, 2166, 974]
